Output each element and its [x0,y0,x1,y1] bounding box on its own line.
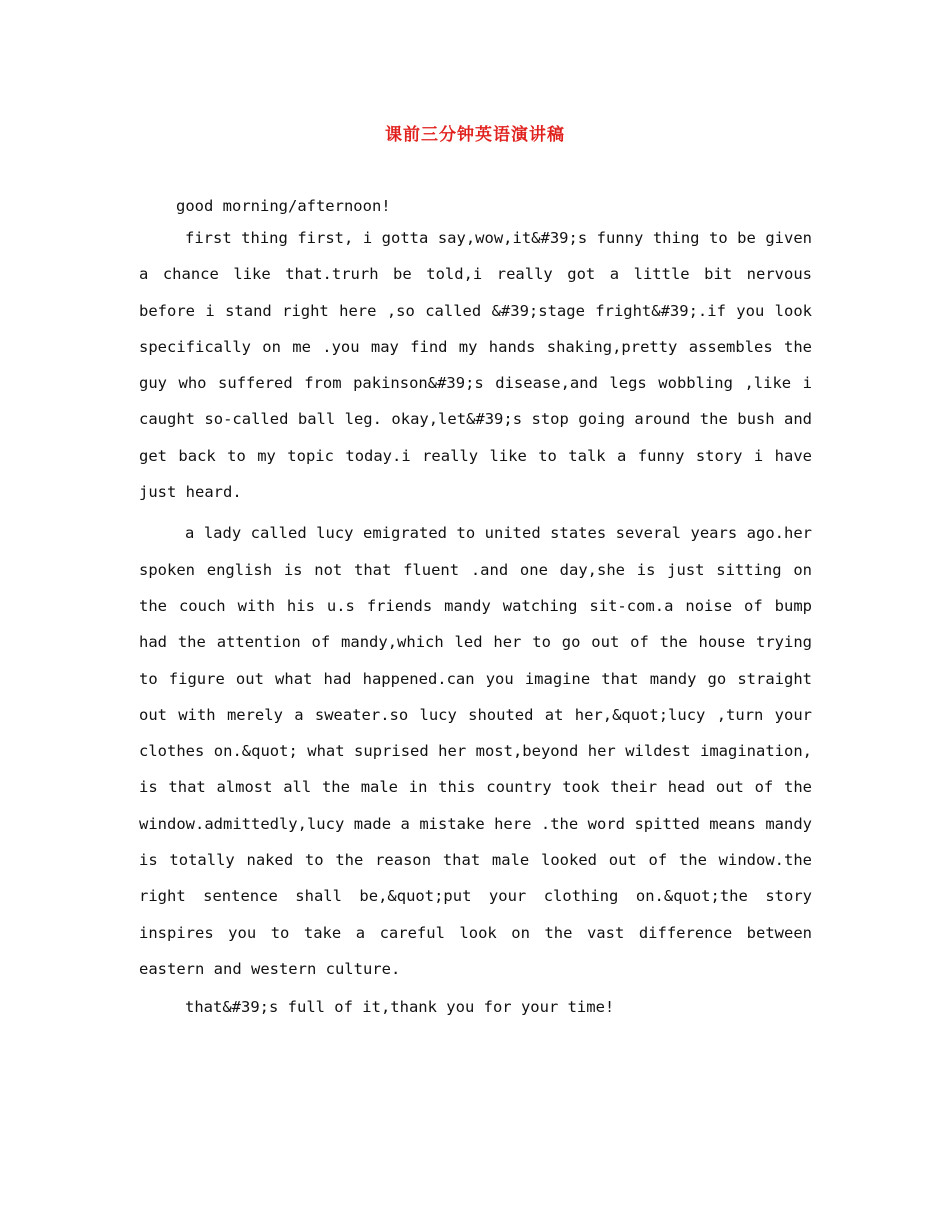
document-body [139,192,812,1022]
paragraph-story: a lady called lucy emigrated to united states several years ago.her spoken english is not that fluent .and one day,she is just sitting on the couch with his u.s friends mandy watching sit-com.a noise of bump had the attention of mandy,which led her to go out of the house trying to figure out what had happened.can you imagine that mandy go straight out with merely a sweater.so lucy shouted at her,&quot;lucy ,turn your clothes on.&quot; what suprised her most,beyond her wildest imagination, is that almost all the male in this country took their head out of the window.admittedly,lucy made a mistake here .the word spitted means mandy is totally naked to the reason that male looked out of the window.the right sentence shall be,&quot;put your clothing on.&quot;the story inspires you to take a careful look on the vast difference between eastern and western culture. [139,524,812,978]
document-title: 课前三分钟英语演讲稿 [385,125,565,145]
greeting-line: good morning/afternoon! [176,197,391,215]
paragraph-intro: first thing first, i gotta say,wow,it&#39;s funny thing to be given a chance like that.trurh be told,i really got a little bit nervous before i stand right here ,so called &#39;stage fright&#39;.if you look specifically on me .you may find my hands shaking,pretty assembles the guy who suffered from pakinson&#39;s disease,and legs wobbling ,like i caught so-called ball leg. okay,let&#39;s stop going around the bush and get back to my topic today.i really like to talk a funny story i have just heard. [139,229,812,502]
closing-line: that&#39;s full of it,thank you for your time! [185,998,615,1017]
